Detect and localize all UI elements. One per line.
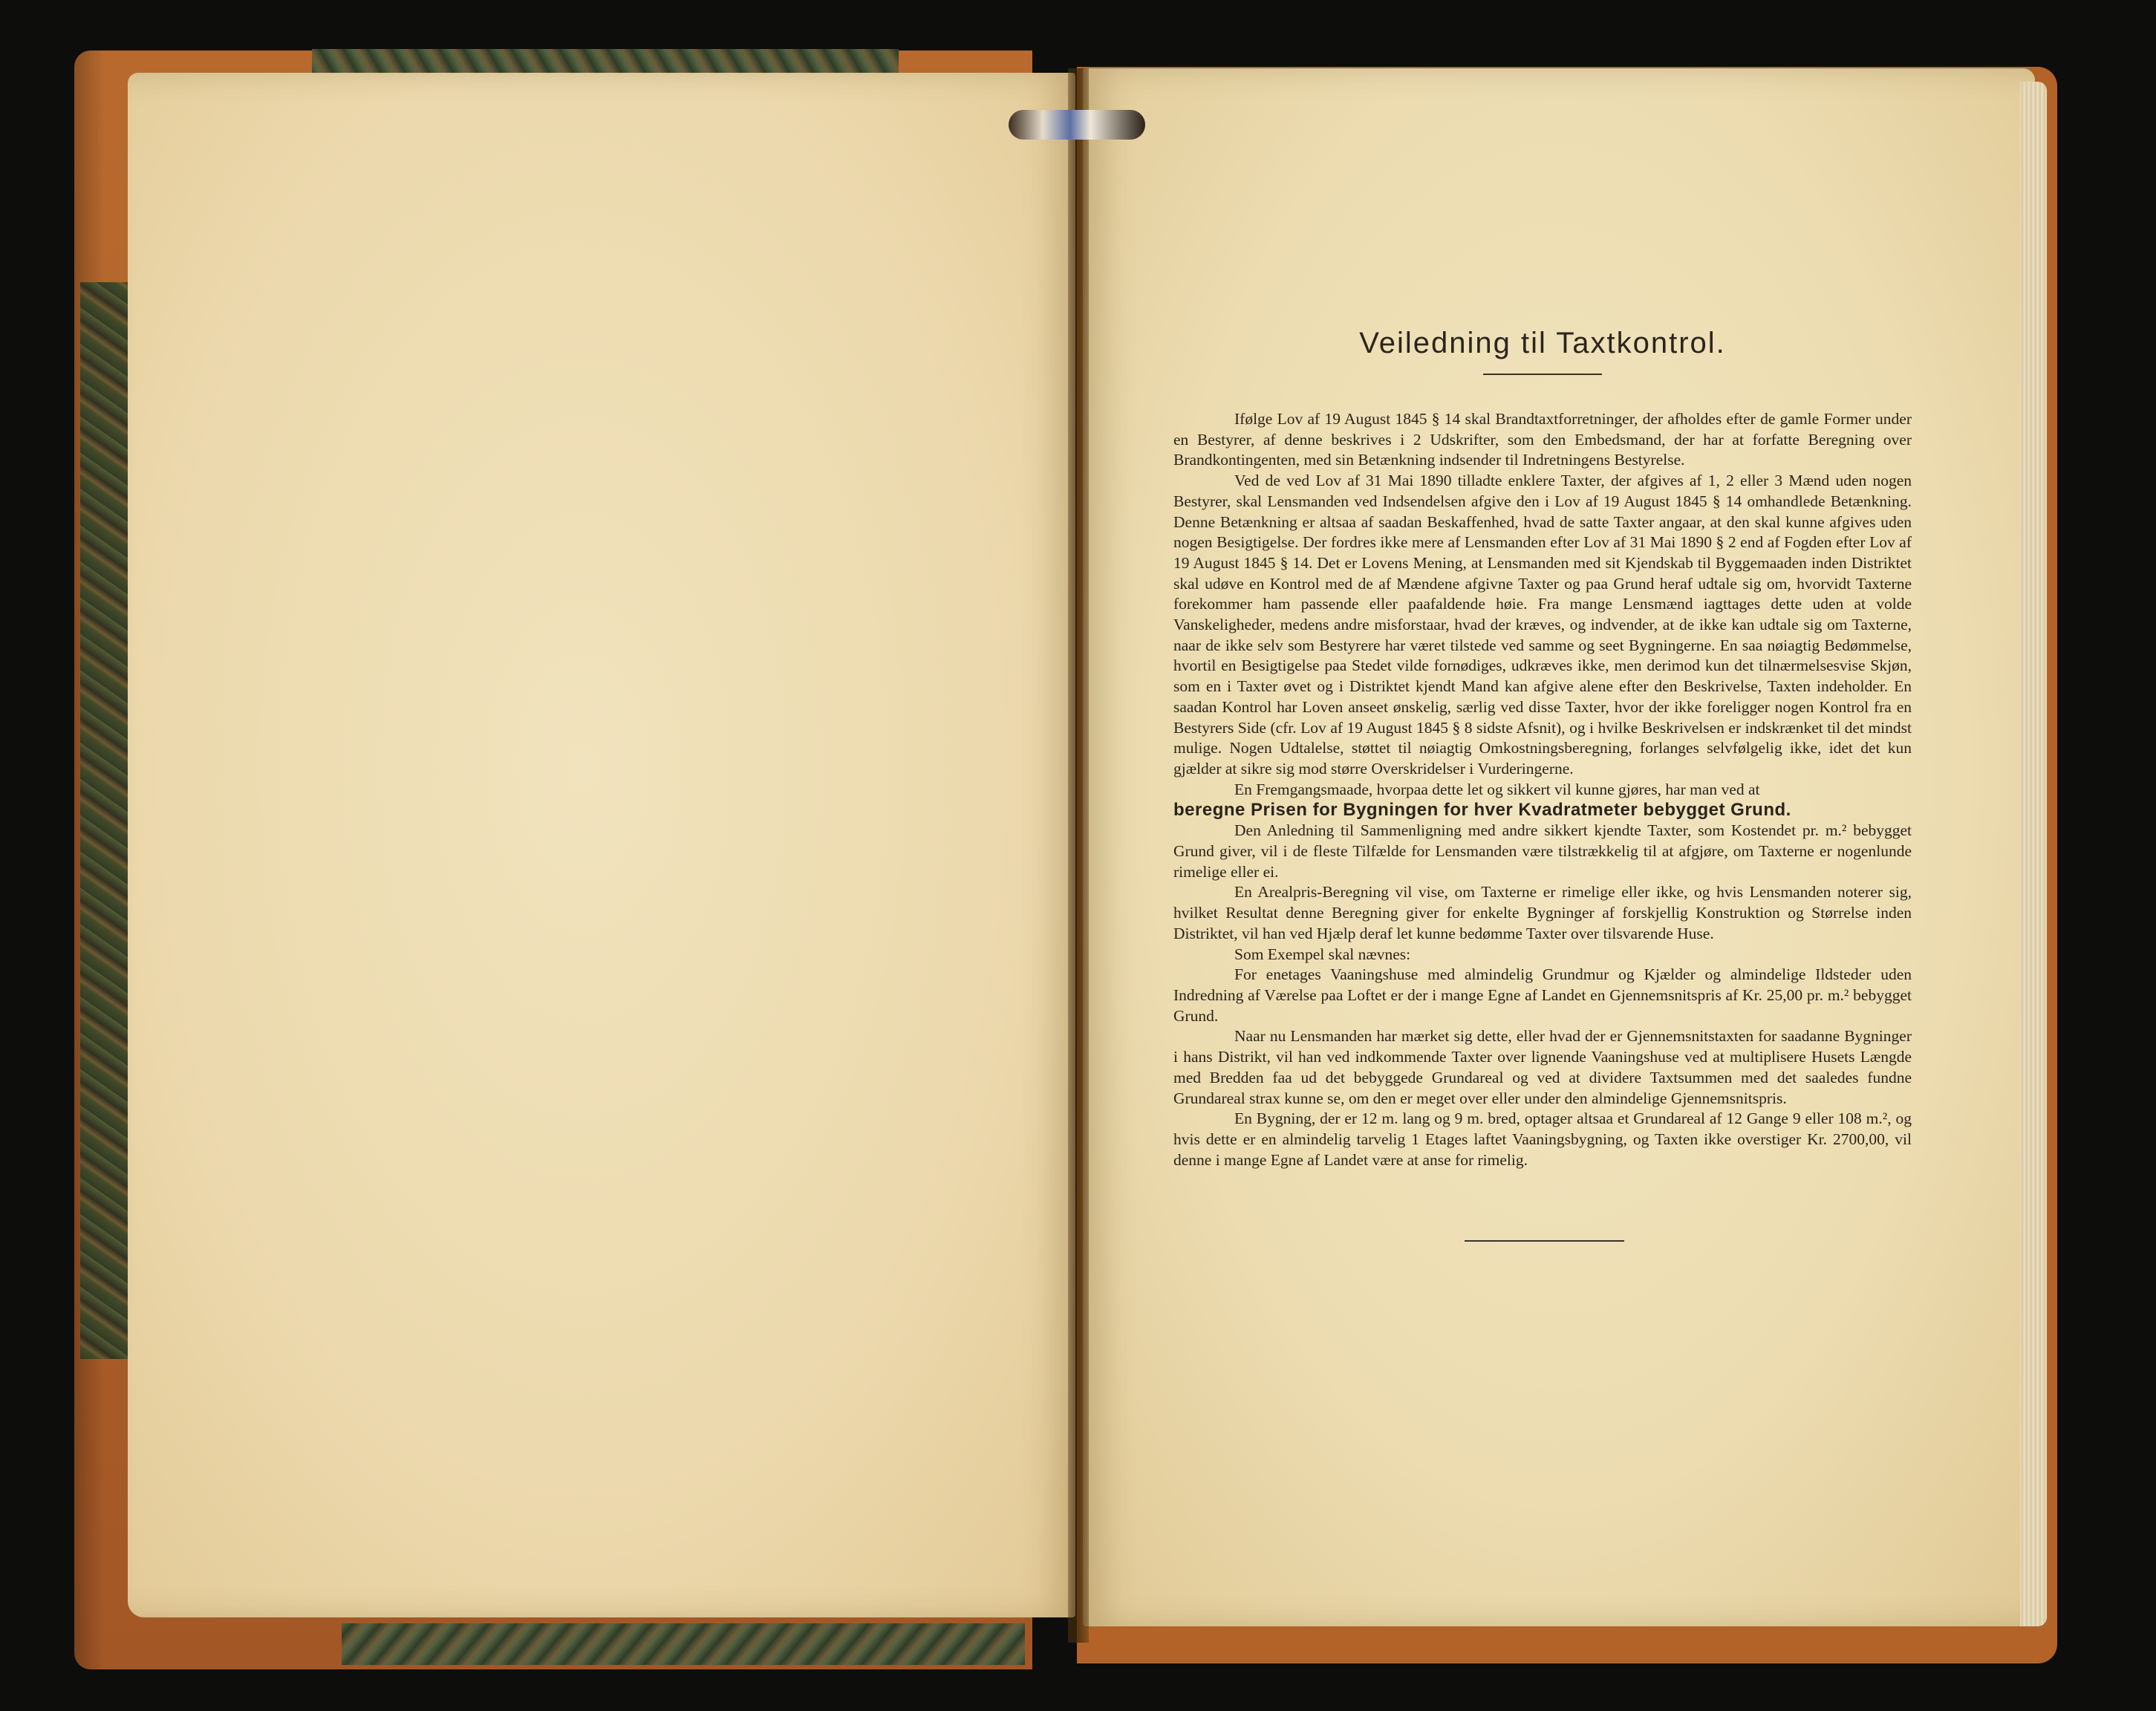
book-gutter [1068, 68, 1089, 1643]
left-page-blank [128, 73, 1075, 1617]
paragraph-2: Ved de ved Lov af 31 Mai 1890 tilladte enklere Taxter, der afgives af 1, 2 eller 3 Mænd uden nogen Bestyrer, skal Lensmanden ved Indsendelsen afgive den i Lov af 19 August 1845 § 14 omhandlede Betænkning. Denne Betænkning er altsaa af saadan Beskaffenhed, hvad de satte Taxter angaar, at den skal kunne afgives uden nogen Besigtigelse. Der fordres ikke mere af Lensmanden efter Lov af 31 Mai 1890 § 2 end af Fogden efter Lov af 19 August 1845 § 14. Det er Lovens Mening, at Lensmanden med sit Kjendskab til Byggemaaden inden Distriktet skal udøve en Kontrol med de af Mændene afgivne Taxter og paa Grund heraf udtale sig om, hvorvidt Taxterne forekommer ham passende eller paafaldende høie. Fra mange Lensmænd iagttages dette uden at volde Vanskeligheder, medens andre misforstaar, hvad der kræves, og indvender, at de ikke kan udtale sig om Taxterne, naar de ikke selv som Bestyrere har været tilstede ved samme og seet Bygningerne. En saa nøiagtig Bedømmelse, hvortil en Besigtigelse paa Stedet vilde fornødiges, udkræves ikke, men derimod kun det tilnærmelsesvise Skjøn, som en i Taxter øvet og i Distriktet kjendt Mand kan afgive alene efter den Beskrivelse, Taxten indeholder. En saadan Kontrol har Loven anseet ønskelig, særlig ved disse Taxter, hvor der ikke foreligger nogen Kontrol fra en Bestyrers Side (cfr. Lov af 19 August 1845 § 8 sidste Afsnit), og i hvilke Beskrivelsen er indskrænket til det mindst mulige. Nogen Udtalelse, støttet til nøiagtig Omkostningsberegning, forlanges selvfølgelig ikke, idet det kun gjælder at sikre sig mod større Overskridelser i Vurderingerne. [1173, 472, 1912, 778]
bold-statement: beregne Prisen for Bygningen for hver Kvadratmeter bebygget Grund. [1173, 800, 1791, 821]
paragraph-5: En Arealpris-Beregning vil vise, om Taxterne er rimelige eller ikke, og hvis Lensmanden noterer sig, hvilket Resultat denne Beregning giver for enkelte Bygninger af forskjellig Konstruktion og Størrelse inden Distriktet, vil han ved Hjælp deraf let kunne bedømme Taxter over tilsvarende Huse. [1173, 883, 1912, 942]
paragraph-8: Naar nu Lensmanden har mærket sig dette, eller hvad der er Gjennemsnitstaxten for saadanne Bygninger i hans Distrikt, vil han ved indkommende Taxter over lignende Vaaningshuse ved at multiplisere Husets Længde med Bredden faa ud det bebyggede Grundareal og ved at dividere Taxtsummen med det saaledes fundne Grundareal strax kunne se, om den er meget over eller under den almindelige Gjennemsnitspris. [1173, 1027, 1912, 1107]
paragraph-9: En Bygning, der er 12 m. lang og 9 m. bred, optager altsaa et Grundareal af 12 Gange 9 eller 108 m.², og hvis dette er en almindelig tarvelig 1 Etages laftet Vaaningsbygning, og Taxten ikke overstiger Kr. 2700,00, vil denne i mange Egne af Landet være at anse for rimelig. [1173, 1109, 1912, 1169]
marbled-cover-bottom [342, 1623, 1025, 1665]
binding-thread [1009, 110, 1145, 140]
closing-rule [1465, 1240, 1624, 1242]
page-text [1173, 327, 1912, 1242]
page-title: Veiledning til Taxtkontrol. [1359, 327, 1726, 359]
paragraph-4: Den Anledning til Sammenligning med andre sikkert kjendte Taxter, som Kostendet pr. m.² bebygget Grund giver, vil i de fleste Tilfælde for Lensmanden være tilstrækkelig til at afgjøre, om Taxterne er nogenlunde rimelige eller ei. [1173, 821, 1912, 881]
marbled-cover-left [80, 282, 132, 1359]
title-rule [1483, 374, 1602, 375]
paragraph-3: En Fremgangsmaade, hvorpaa dette let og sikkert vil kunne gjøres, har man ved at [1234, 780, 1760, 798]
paragraph-6: Som Exempel skal nævnes: [1234, 945, 1411, 963]
page-edges [2020, 82, 2047, 1626]
paragraph-7: For enetages Vaaningshuse med almindelig Grundmur og Kjælder og almindelige Ildsteder uden Indredning af Værelse paa Loftet er der i mange Egne af Landet en Gjennemsnitspris af Kr. 25,00 pr. m.² bebygget Grund. [1173, 965, 1912, 1025]
paragraph-1: Ifølge Lov af 19 August 1845 § 14 skal Brandtaxtforretninger, der afholdes efter de gamle Former under en Bestyrer, af denne beskrives i 2 Udskrifter, som den Embedsmand, der har at forfatte Beregning over Brandkontingenten, med sin Betænkning indsender til Indretningens Bestyrelse. [1173, 410, 1912, 469]
